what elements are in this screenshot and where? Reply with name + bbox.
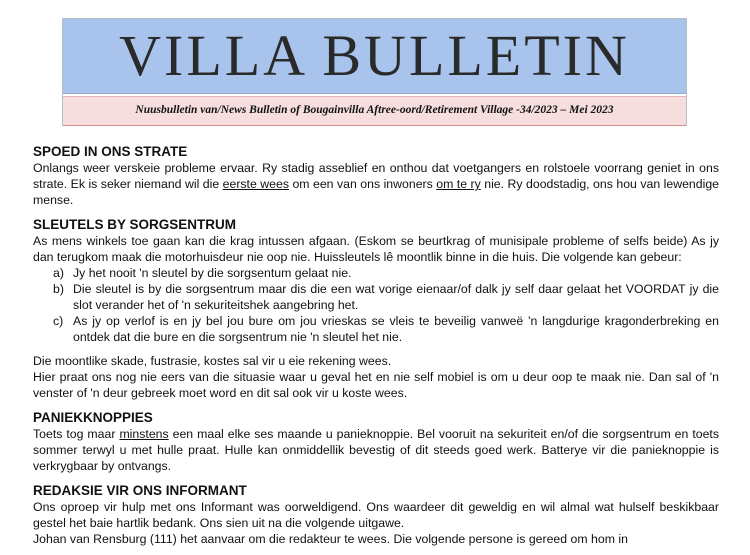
list-item [53, 313, 719, 345]
text-run: om een van ons inwoners [289, 177, 437, 191]
section-paragraph: Die moontlike skade, fustrasie, kostes sal vir u eie rekening wees. [33, 354, 392, 368]
section-sleutels [33, 216, 719, 401]
section-paniek [33, 409, 719, 474]
list-item [53, 281, 719, 313]
text-run: Onlangs weer verskeie probleme ervaar. Ry stadig asseblief en onthou dat voetgangers en rolstoele voorrang geniet in ons strate. Ek is seker niemand wil die [33, 161, 719, 191]
section-heading: SPOED IN ONS STRATE [33, 144, 188, 159]
section-redaksie [33, 482, 719, 547]
underlined-text: minstens [119, 427, 169, 441]
list-marker: c) [53, 314, 64, 328]
underlined-text: om te ry [436, 177, 481, 191]
section-paragraph: Johan van Rensburg (111) het aanvaar om die redakteur te wees. Die volgende persone is gereed om hom in [33, 532, 628, 546]
list-item-text: Jy het nooit 'n sleutel by die sorgsentum gelaat nie. [73, 266, 352, 280]
text-run: Toets tog maar [33, 427, 120, 441]
section-spoed [33, 143, 719, 208]
section-paragraph: Ons oproep vir hulp met ons Informant was oorweldigend. Ons waardeer dit geweldig en wil almal wat hulself beskikbaar gestel het baie hartlik bedank. Ons sien uit na die volgende uitgawe. [33, 500, 719, 530]
section-paragraph: As mens winkels toe gaan kan die krag intussen afgaan. (Eskom se beurtkrag of munisipale probleme of selfs beide) As jy dan terugkom maak die motorhuisdeur nie oop nie. Huissleutels lê moontlik binne in die huis. Die volgende kan gebeur: [33, 234, 719, 264]
text-run: nie. Ry doodstadig, ons hou van lewendige mense. [33, 177, 719, 207]
masthead-title: VILLA BULLETIN [63, 19, 686, 94]
list-item [53, 265, 719, 281]
list-marker: b) [53, 282, 64, 296]
bulletin-content [33, 143, 719, 555]
list-item-text: Die sleutel is by die sorgsentrum maar dis die een wat vorige eienaar/of dalk jy self daar gelaat het VOORDAT jy die slot verander het of 'n sekuriteitshek aangebring het. [73, 282, 719, 312]
section-heading: SLEUTELS BY SORGSENTRUM [33, 217, 237, 232]
text-run: een maal elke ses maande u panieknoppie. Bel vooruit na sekuriteit en/of die sorgsentrum en toets sommer terwyl u met hulle praat. Hulle kan onmiddellik bevestig of dit steeds goed werk. Batterye vir die panieknoppie is verkrygbaar by ontvangs. [33, 427, 719, 473]
section-paragraph: Hier praat ons nog nie eers van die situasie waar u geval het en nie self mobiel is om u deur oop te maak nie. Dan sal of 'n venster of 'n deur gebreek moet word en dit sal ook vir u koste wees. [33, 370, 719, 400]
underlined-text: eerste wees [222, 177, 289, 191]
list-marker: a) [53, 266, 64, 280]
scenario-list [33, 265, 719, 345]
list-item-text: As jy op verlof is en jy bel jou bure om jou vrieskas se vleis te beveilig vanweë 'n langdurige kragonderbreking en ontdek dat die bure en die sorgsentrum nie 'n sleutel het nie. [73, 314, 719, 344]
masthead-subtitle: Nuusbulletin van/News Bulletin of Bougainvilla Aftree-oord/Retirement Village -34/2023 – Mei 2023 [63, 96, 686, 126]
section-paragraph [33, 160, 719, 208]
section-heading: REDAKSIE VIR ONS INFORMANT [33, 483, 247, 498]
masthead [62, 18, 687, 126]
section-paragraph [33, 426, 719, 474]
section-heading: PANIEKKNOPPIES [33, 410, 153, 425]
